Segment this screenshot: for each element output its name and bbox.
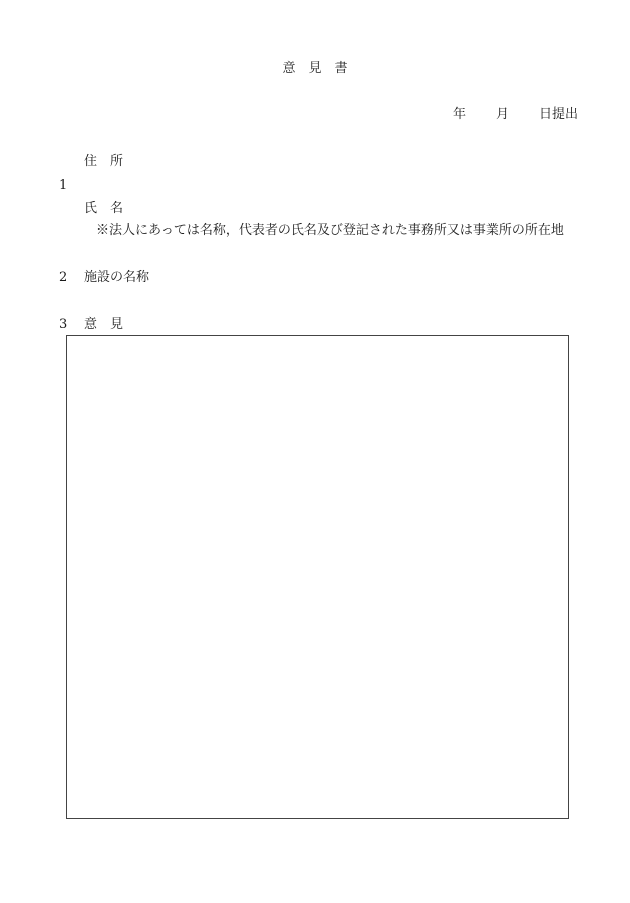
corporation-note: ※法人にあっては名称，代表者の氏名及び登記された事務所又は事業所の所在地 (96, 223, 564, 238)
facility-name-label: 施設の名称 (84, 270, 150, 285)
address-label: 住 所 (84, 154, 124, 169)
date-day-label: 日提出 (538, 107, 578, 122)
opinion-label: 意 見 (84, 317, 124, 332)
section-3-number: 3 (59, 317, 68, 332)
submission-date (453, 108, 578, 121)
document-title: 意 見 書 (282, 61, 348, 76)
date-year-label: 年 (452, 107, 466, 122)
section-2-number: 2 (59, 270, 68, 285)
opinion-box[interactable] (66, 335, 569, 819)
date-month-label: 月 (495, 107, 509, 122)
name-label: 氏 名 (84, 201, 124, 216)
section-1-number: 1 (59, 178, 68, 193)
